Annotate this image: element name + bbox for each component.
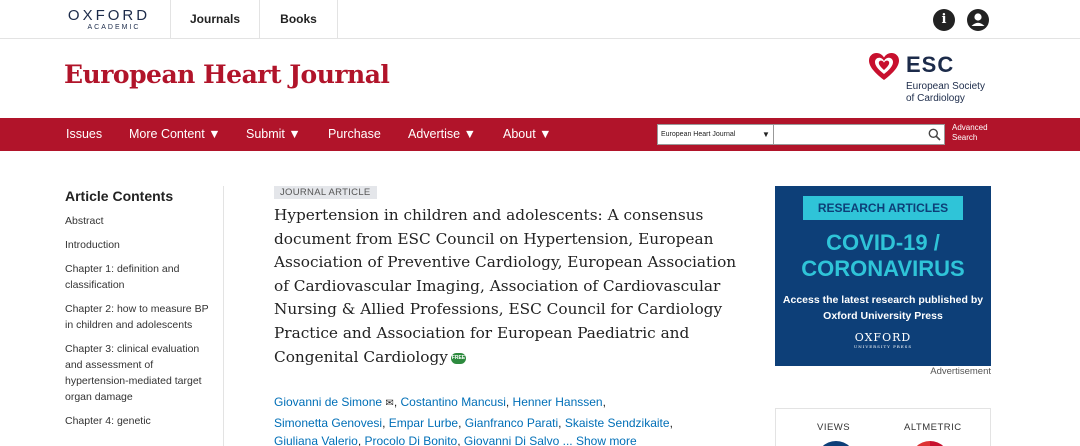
- esc-sub-line2: of Cardiology: [906, 93, 965, 104]
- chevron-down-icon[interactable]: ▼: [762, 130, 770, 139]
- show-more-link[interactable]: ... Show more: [562, 434, 637, 446]
- esc-name: ESC: [906, 52, 955, 77]
- esc-sub-line1: European Society: [906, 81, 985, 92]
- toc-item-chapter-2[interactable]: Chapter 2: how to measure BP in children and adolescents: [65, 303, 209, 331]
- ad-text: Access the latest research published by Oxford University Press: [782, 294, 984, 322]
- advertisement-label: Advertisement: [930, 366, 991, 377]
- account-icon[interactable]: [967, 9, 989, 31]
- topnav-books[interactable]: Books: [259, 0, 338, 39]
- advanced-line1: Advanced: [952, 123, 988, 132]
- advertisement-banner[interactable]: [775, 186, 991, 366]
- metrics-panel: [775, 408, 991, 446]
- nav-more-content[interactable]: More Content ▼: [129, 127, 221, 141]
- logo-line1: OXFORD: [67, 7, 151, 24]
- author-link[interactable]: Procolo Di Bonito: [364, 434, 458, 446]
- nav-purchase[interactable]: Purchase: [328, 127, 381, 141]
- author-link[interactable]: Costantino Mancusi: [400, 395, 506, 409]
- author-link[interactable]: Giovanni de Simone: [274, 395, 383, 409]
- views-label: VIEWS: [817, 422, 851, 433]
- altmetric-label: ALTMETRIC: [904, 422, 962, 433]
- nav-submit[interactable]: Submit ▼: [246, 127, 301, 141]
- article-title-text: Hypertension in children and adolescents: A consensus document from ESC Council on Hypertension, European Association of Preventive Cardiology, European Association of Cardiovascular Imaging, Association of Cardiovascular Nursing & Allied Professions, ESC Council for Cardiology Practice and Association for European Paediatric and Congenital Cardiology: [274, 206, 737, 366]
- esc-heart-icon: [868, 52, 900, 82]
- ad-publisher-sub: UNIVERSITY PRESS: [853, 344, 913, 349]
- toc-item-chapter-3[interactable]: Chapter 3: clinical evaluation and assessment of hypertension-mediated target organ damage: [65, 343, 202, 403]
- toc-item-chapter-1[interactable]: Chapter 1: definition and classification: [65, 263, 180, 291]
- nav-issues[interactable]: Issues: [66, 127, 103, 141]
- author-list: Giovanni de Simone ✉, Costantino Mancusi, Henner Hanssen, Simonetta Genovesi, Empar Lurbe, Gianfranco Parati, Skaiste Sendzikaite, Giuliana Valerio, Procolo Di Bonito, Giovanni Di Salvo ... Show more: [274, 395, 673, 446]
- search-divider: [773, 125, 774, 144]
- esc-subtitle: [906, 81, 985, 105]
- author-link[interactable]: Giovanni Di Salvo: [463, 434, 560, 446]
- search-icon[interactable]: [928, 128, 941, 141]
- contents-heading: Article Contents: [65, 188, 174, 204]
- ad-publisher-logo: [775, 332, 991, 350]
- ad-research-banner: RESEARCH ARTICLES: [803, 196, 963, 220]
- esc-logo[interactable]: [868, 52, 998, 112]
- author-link[interactable]: Simonetta Genovesi: [274, 415, 383, 430]
- ad-headline: [775, 230, 991, 282]
- altmetric-badge-icon[interactable]: [910, 441, 950, 446]
- oxford-academic-logo[interactable]: [64, 8, 154, 32]
- article-type-badge: JOURNAL ARTICLE: [274, 186, 377, 199]
- top-bar: [0, 0, 1080, 39]
- journal-title[interactable]: European Heart Journal: [64, 60, 390, 89]
- topnav-journals[interactable]: Journals: [170, 0, 259, 39]
- views-chart-icon[interactable]: [816, 441, 856, 446]
- author-link[interactable]: Giuliana Valerio: [274, 434, 358, 446]
- toc-item-chapter-4[interactable]: Chapter 4: genetic: [65, 415, 151, 427]
- mail-icon[interactable]: ✉: [385, 398, 394, 409]
- search-box: [657, 124, 945, 145]
- toc-item-introduction[interactable]: Introduction: [65, 239, 120, 251]
- ad-headline-line1: COVID-19 /: [826, 230, 940, 255]
- author-link[interactable]: Empar Lurbe: [388, 415, 459, 430]
- author-link[interactable]: Henner Hanssen: [512, 395, 603, 409]
- toc-item-abstract[interactable]: Abstract: [65, 215, 104, 227]
- author-link[interactable]: Skaiste Sendzikaite: [564, 415, 670, 430]
- advanced-search-link[interactable]: [952, 123, 988, 143]
- search-input[interactable]: [776, 126, 924, 142]
- ad-publisher: OXFORD: [854, 331, 912, 344]
- article-title: [274, 204, 744, 369]
- nav-about[interactable]: About ▼: [503, 127, 552, 141]
- search-scope-select[interactable]: European Heart Journal: [661, 131, 736, 138]
- info-icon[interactable]: i: [933, 9, 955, 31]
- logo-line2: ACADEMIC: [87, 24, 141, 31]
- advanced-line2: Search: [952, 133, 978, 142]
- free-badge: FREE: [451, 353, 466, 364]
- nav-advertise[interactable]: Advertise ▼: [408, 127, 476, 141]
- article-contents: [65, 188, 225, 437]
- ad-headline-line2: CORONAVIRUS: [801, 256, 965, 281]
- author-link[interactable]: Gianfranco Parati: [464, 415, 559, 430]
